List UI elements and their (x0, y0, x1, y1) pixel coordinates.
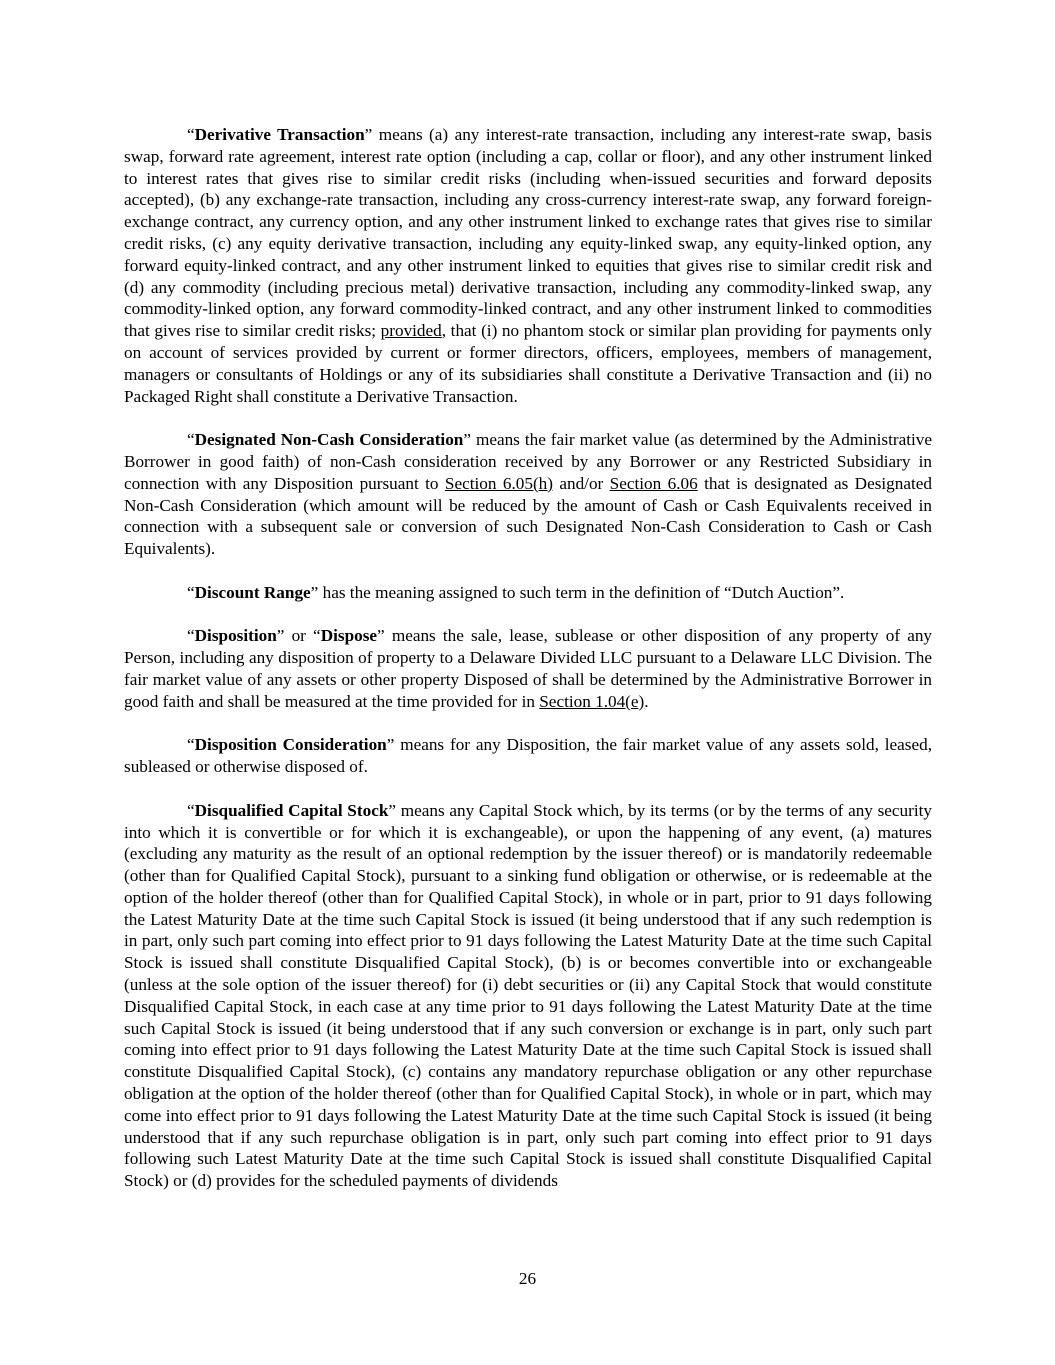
open-quote: “ (187, 626, 195, 646)
proviso-underlined: provided (380, 321, 442, 341)
definition-text: ” means (a) any interest-rate transaction, including any interest-rate swap, basis swap, forward rate agreement, interest rate option (including a cap, collar or floor), and any other instrument linked to interest rates that gives rise to similar credit risks (including when-issued securities and forward deposits accepted), (b) any exchange-rate transaction, including any cross-currency interest-rate swap, any forward foreign-exchange contract, any currency option, and any other instrument linked to exchange rates that gives rise to similar credit risks, (c) any equity derivative transaction, including any equity-linked swap, any equity-linked option, any forward equity-linked contract, and any other instrument linked to equities that gives rise to similar credit risk and (d) any commodity (including precious metal) derivative transaction, including any commodity-linked swap, any commodity-linked option, any forward commodity-linked contract, and any other instrument linked to commodities that gives rise to similar credit risks; (124, 125, 932, 341)
section-reference-link[interactable]: Section 6.05(h) (444, 473, 553, 493)
definition-text: ” means for any Disposition, the fair market value of any assets sold, leased, subleased or otherwise disposed of. (124, 735, 932, 777)
term-connector: ” or “ (276, 626, 321, 646)
open-quote: “ (187, 125, 195, 144)
open-quote: “ (187, 800, 195, 820)
definition-text: , that (i) no phantom stock or similar plan providing for payments only on account of services provided by current or former directors, officers, employees, members of management, managers or consultants of Holdings or any of its subsidiaries shall constitute a Derivative Transaction and (ii) no Packaged Right shall constitute a Derivative Transaction. (124, 321, 932, 406)
definition-designated-non-cash-consideration (124, 429, 932, 560)
definition-text: ” means any Capital Stock which, by its terms (or by the terms of any security into which it is convertible or for which it is exchangeable), or upon the happening of any event, (a) matures (excluding any maturity as the result of an optional redemption by the issuer thereof) or is mandatorily redeemable (other than for Qualified Capital Stock), pursuant to a sinking fund obligation or otherwise, or is redeemable at the option of the holder thereof (other than for Qualified Capital Stock), in whole or in part, prior to 91 days following the Latest Maturity Date at the time such Capital Stock is issued (it being understood that if any such redemption is in part, only such part coming into effect prior to 91 days following the Latest Maturity Date at the time such Capital Stock is issued shall constitute Disqualified Capital Stock), (b) is or becomes convertible into or exchangeable (unless at the sole option of the issuer thereof) for (i) debt securities or (ii) any Capital Stock that would constitute Disqualified Capital Stock, in each case at any time prior to 91 days following the Latest Maturity Date at the time such Capital Stock is issued (it being understood that if any such conversion or exchange is in part, only such part coming into effect prior to 91 days following the Latest Maturity Date at the time such Capital Stock is issued shall constitute Disqualified Capital Stock), (c) contains any mandatory repurchase obligation or any other repurchase obligation at the option of the holder thereof (other than for Qualified Capital Stock), in whole or in part, which may come into effect prior to 91 days following the Latest Maturity Date at the time such Capital Stock is issued (it being understood that if any such repurchase obligation is in part, only such part coming into effect prior to 91 days following such Latest Maturity Date at the time such Capital Stock is issued shall constitute Disqualified Capital Stock) or (d) provides for the scheduled payments of dividends (124, 800, 933, 1191)
defined-term: Disposition (194, 626, 277, 646)
section-reference-link[interactable]: Section 1.04(e) (539, 691, 645, 711)
defined-term: Designated Non-Cash Consideration (194, 430, 464, 450)
definition-discount-range (124, 582, 932, 604)
defined-term: Derivative Transaction (194, 125, 365, 144)
definition-text: and/or (552, 473, 610, 493)
defined-term: Dispose (320, 626, 378, 646)
open-quote: “ (187, 735, 195, 755)
definition-disqualified-capital-stock (124, 800, 932, 1192)
definition-text: . (644, 691, 649, 711)
definition-text: ” has the meaning assigned to such term in the definition of “Dutch Auction”. (310, 582, 845, 602)
definition-disposition-consideration (124, 734, 932, 778)
definition-disposition (124, 625, 932, 712)
definition-text: ” means the sale, lease, sublease or other disposition of any property of any Person, including any disposition of property to a Delaware Divided LLC pursuant to a Delaware LLC Division. The fair market value of any assets or other property Disposed of shall be determined by the Administrative Borrower in good faith and shall be measured at the time provided for in (124, 626, 933, 711)
document-body (124, 124, 932, 1214)
open-quote: “ (187, 430, 195, 450)
defined-term: Disposition Consideration (194, 735, 387, 755)
definition-text: that is designated as Designated Non-Cash Consideration (which amount will be reduced by the amount of Cash or Cash Equivalents received in connection with a subsequent sale or conversion of such Designated Non-Cash Consideration to Cash or Cash Equivalents). (124, 473, 932, 559)
open-quote: “ (187, 582, 195, 602)
section-reference-link[interactable]: Section 6.06 (609, 473, 698, 493)
defined-term: Disqualified Capital Stock (194, 800, 389, 820)
defined-term: Discount Range (194, 582, 311, 602)
definition-derivative-transaction (124, 124, 932, 407)
page-number: 26 (518, 1269, 537, 1288)
definition-text: ” means the fair market value (as determined by the Administrative Borrower in good faith) of non-Cash consideration received by any Borrower or any Restricted Subsidiary in connection with any Disposition pursuant to (124, 430, 932, 493)
